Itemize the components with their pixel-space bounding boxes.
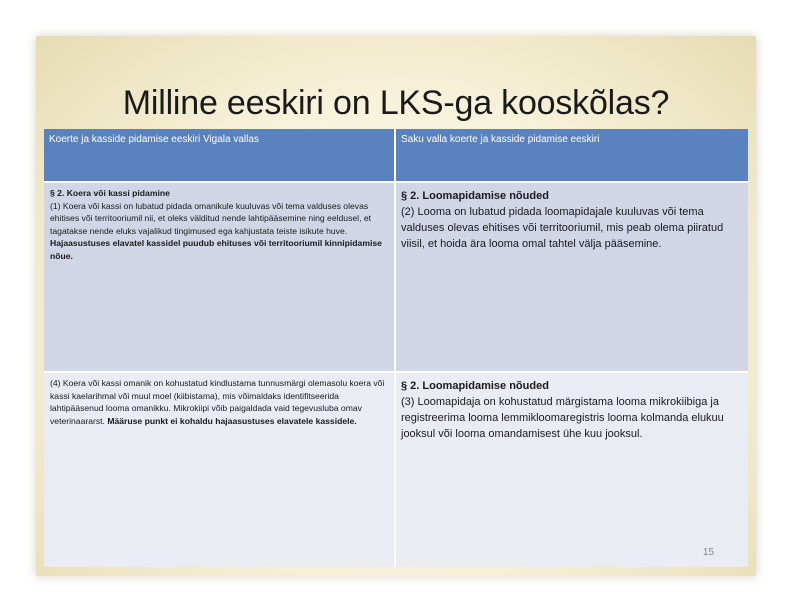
row2-left-body <box>50 377 388 427</box>
slide <box>36 36 756 576</box>
table-header-right: Saku valla koerte ja kasside pidamise eeskiri <box>396 129 748 181</box>
row2-left-bold: Määruse punkt ei kohaldu hajaasustuses elavatele kassidele. <box>107 415 357 426</box>
table-cell-row1-right <box>396 183 748 371</box>
row2-right-text: (3) Loomapidaja on kohustatud märgistama looma mikrokiibiga ja registreerima looma lemmikloomaregistris looma kolmanda elukuu jooksul või looma omandamisest ühe kuu jooksul. <box>401 396 724 440</box>
row1-left-body <box>50 200 388 263</box>
row1-left-heading: § 2. Koera või kassi pidamine <box>50 188 170 198</box>
row1-left-bold: Hajaasustuses elavatel kassidel puudub ehituses või territooriumil kinnipidamise nõue. <box>50 238 382 261</box>
page-number: 15 <box>702 547 714 558</box>
row1-left-text: (1) Koera või kassi on lubatud pidada omanikule kuuluvas või tema valduses olevas ehitises või territooriumil nii, et oleks välditud nende lahtipääsemine ning eeldusel, et tagatakse nende eluks vajalikud tingimused ega kahjustata teiste isikute huve. <box>50 200 372 236</box>
table-cell-row2-right <box>396 373 748 567</box>
table-cell-row1-left <box>44 183 394 371</box>
comparison-table <box>44 129 748 567</box>
slide-title: Milline eeskiri on LKS-ga kooskõlas? <box>122 84 670 122</box>
row1-right-heading: § 2. Loomapidamise nõuded <box>401 190 549 202</box>
row1-right-text: (2) Looma on lubatud pidada loomapidajale kuuluvas või tema valduses olevas ehitises või territooriumil, mis peab olema piiratud viisil, et hoida ära looma omal tahtel välja pääsemine. <box>401 206 724 250</box>
table-header-left: Koerte ja kasside pidamise eeskiri Vigala vallas <box>44 129 394 181</box>
row2-left-text: (4) Koera või kassi omanik on kohustatud kindlustama tunnusmärgi olemasolu koera või kassi kaelarihmal või muul moel (kiibistama), mis võimaldaks identifitseerida lahtipääsenud looma omanikku. Mikrokiipi võib paigaldada vaid tegevusluba omav veterinaararst. <box>50 378 385 426</box>
table-cell-row2-left <box>44 373 394 567</box>
row2-right-heading: § 2. Loomapidamise nõuded <box>401 380 549 392</box>
